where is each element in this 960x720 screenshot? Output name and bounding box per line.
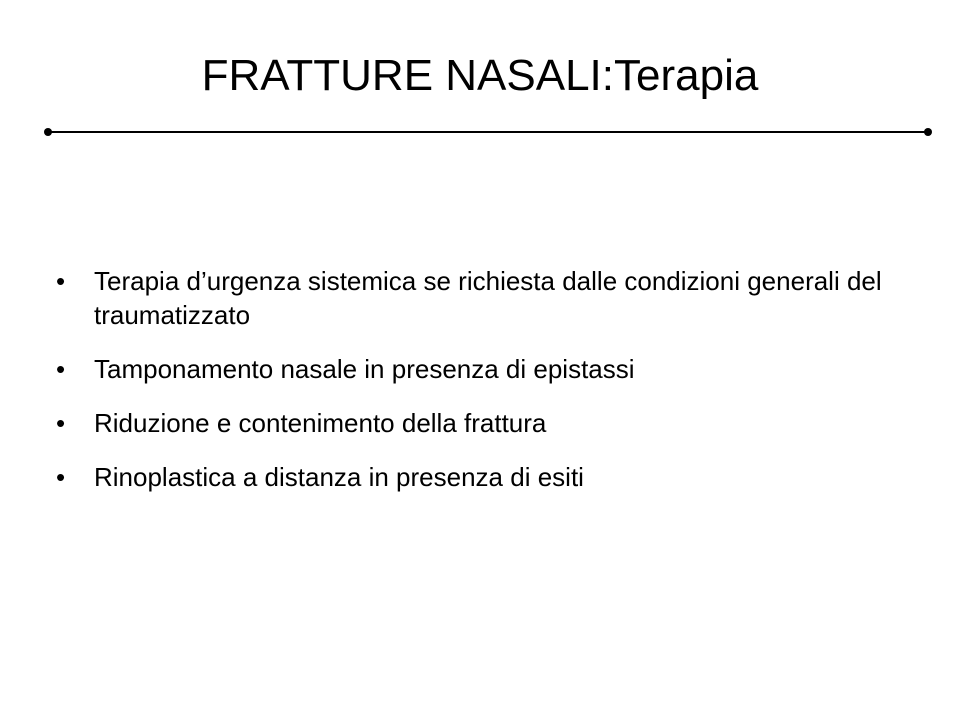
bullet-icon: • — [56, 408, 66, 438]
slide-title: FRATTURE NASALI:Terapia — [201, 51, 759, 100]
bullet-text: Tamponamento nasale in presenza di epistassi — [94, 354, 635, 384]
bullet-item — [56, 264, 896, 332]
bullet-text: Riduzione e contenimento della frattura — [94, 408, 547, 438]
bullet-item — [56, 406, 896, 440]
bullet-text: Rinoplastica a distanza in presenza di esiti — [94, 462, 584, 492]
divider-right-dot — [924, 128, 932, 136]
bullet-list — [56, 264, 896, 514]
bullet-item — [56, 460, 896, 494]
bullet-icon: • — [56, 354, 66, 384]
bullet-icon: • — [56, 266, 66, 296]
bullet-icon: • — [56, 462, 66, 492]
title-divider — [48, 131, 928, 133]
bullet-item — [56, 352, 896, 386]
bullet-text: Terapia d’urgenza sistemica se richiesta dalle condizioni generali del traumatizzato — [94, 266, 882, 330]
